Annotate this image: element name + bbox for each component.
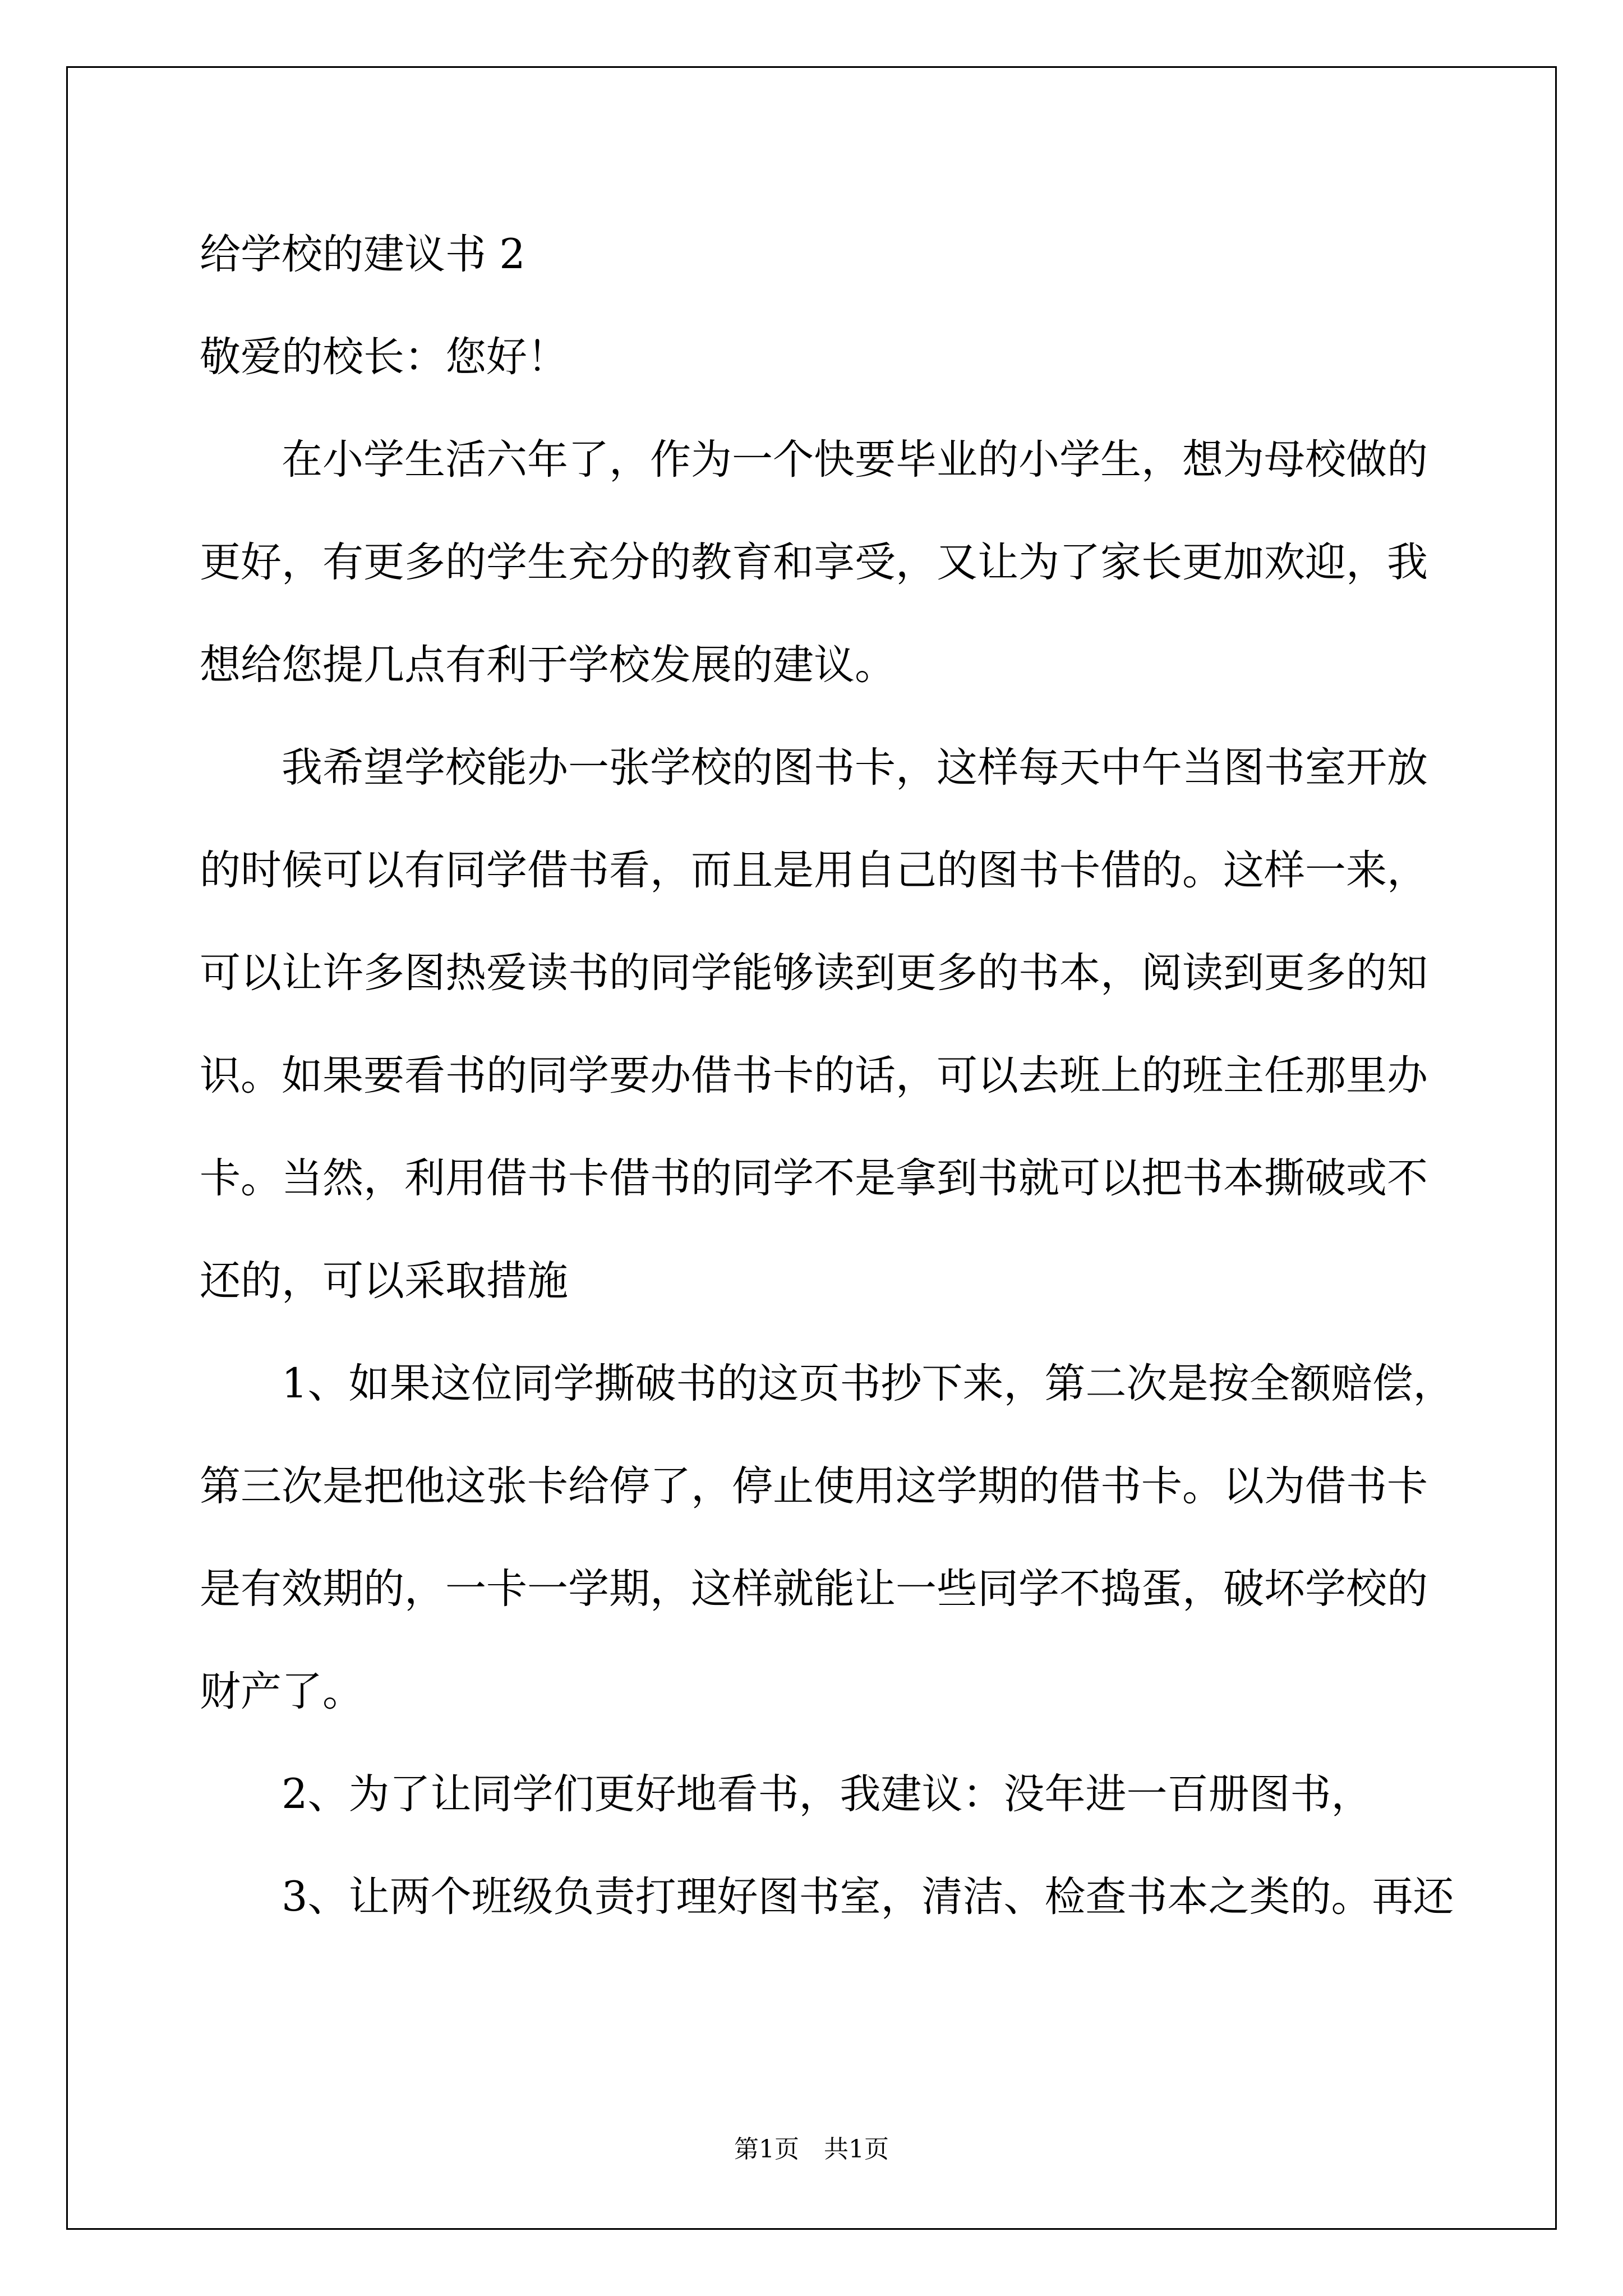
body-line: 是有效期的，一卡一学期，这样就能让一些同学不捣蛋，破坏学校的 [200,1565,1428,1613]
body-line: 财产了。 [200,1668,363,1715]
greeting: 敬爱的校长：您好！ [200,333,568,381]
body-line: 识。如果要看书的同学要办借书卡的话，可以去班上的班主任那里办 [200,1052,1428,1099]
body-line: 卡。当然，利用借书卡借书的同学不是拿到书就可以把书本撕破或不 [200,1154,1428,1202]
body-line: 第三次是把他这张卡给停了，停止使用这学期的借书卡。以为借书卡 [200,1462,1428,1510]
body-line: 更好，有更多的学生充分的教育和享受，又让为了家长更加欢迎，我 [200,539,1428,586]
body-line: 在小学生活六年了，作为一个快要毕业的小学生，想为母校做的 [200,436,1428,484]
body-line: 我希望学校能办一张学校的图书卡，这样每天中午当图书室开放 [200,744,1428,792]
page-footer: 第1页 共1页 [734,2135,889,2164]
body-line: 2、为了让同学们更好地看书，我建议：没年进一百册图书， [200,1770,1372,1818]
document-title: 给学校的建议书 2 [200,231,525,278]
body-line: 还的，可以采取措施 [200,1257,568,1305]
body-line: 想给您提几点有利于学校发展的建议。 [200,641,896,689]
body-line: 1、如果这位同学撕破书的这页书抄下来，第二次是按全额赔偿， [200,1360,1454,1407]
body-line: 的时候可以有同学借书看，而且是用自己的图书卡借的。这样一来， [200,846,1428,894]
body-line: 3、让两个班级负责打理好图书室，清洁、检查书本之类的。再还 [200,1873,1454,1921]
body-line: 可以让许多图热爱读书的同学能够读到更多的书本，阅读到更多的知 [200,949,1428,997]
